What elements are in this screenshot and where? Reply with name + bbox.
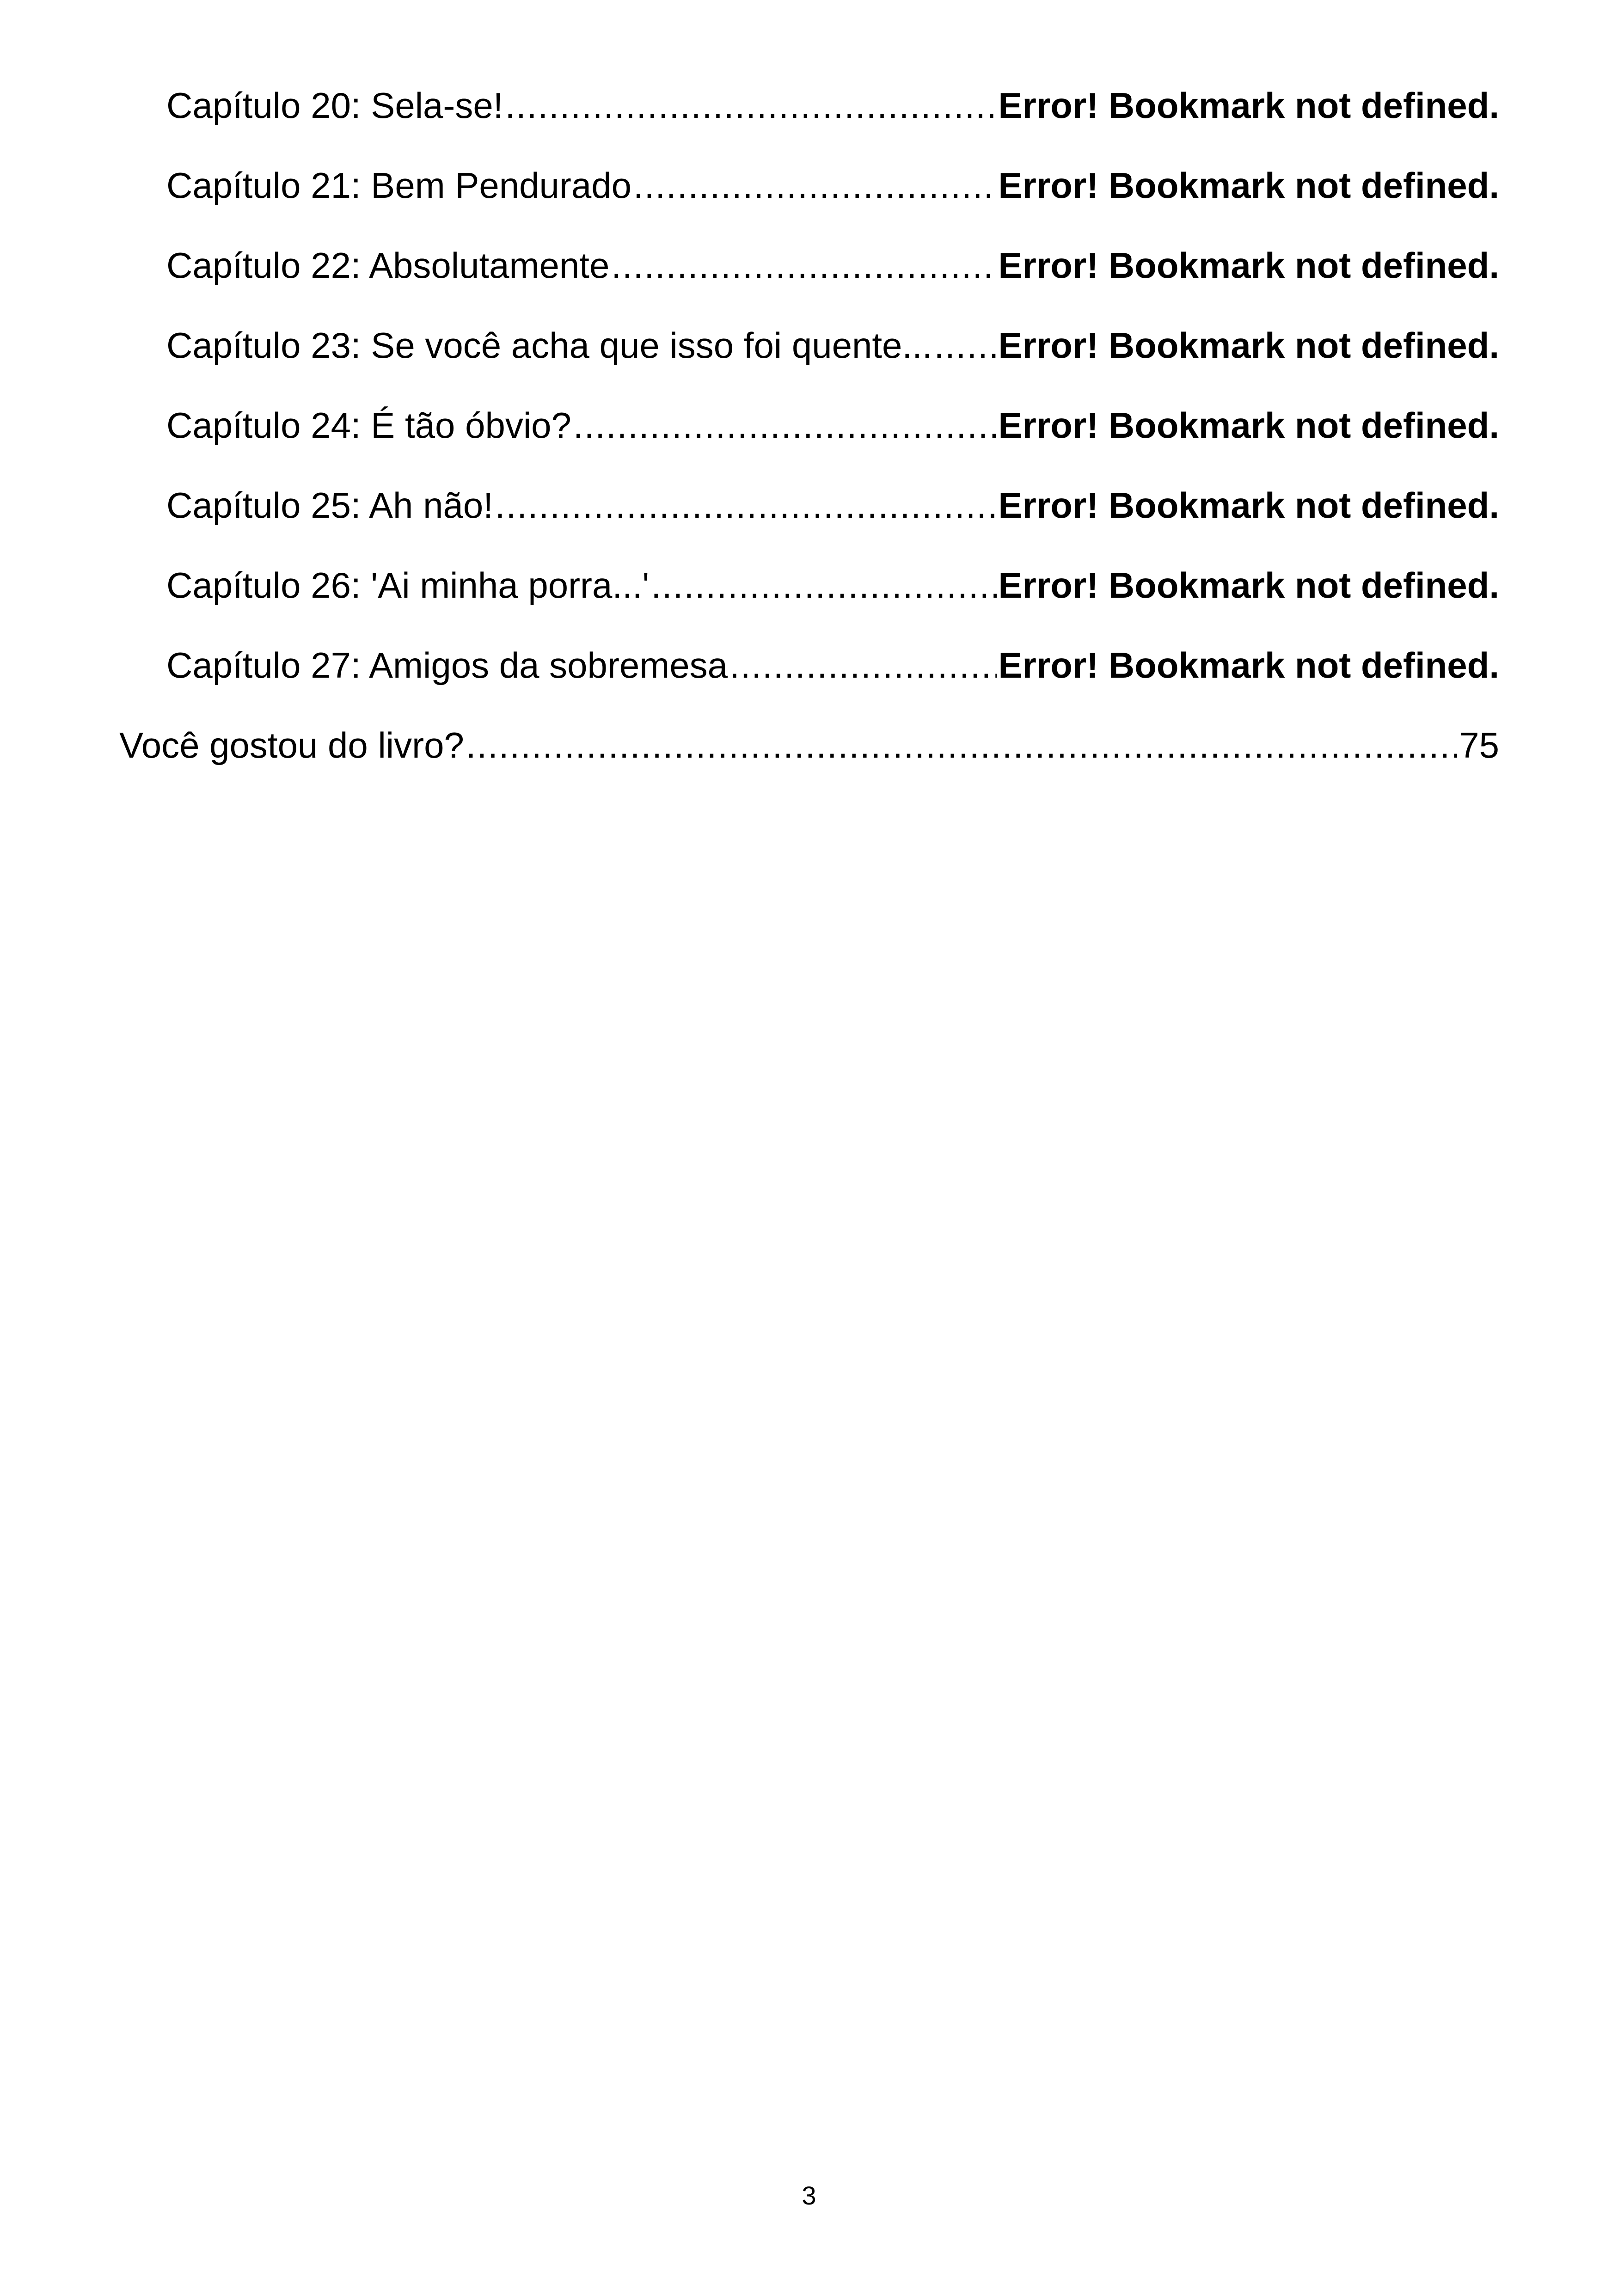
toc-dot-leader: [651, 557, 996, 613]
toc-dot-leader: [505, 78, 996, 133]
toc-entry-reference: Error! Bookmark not defined.: [998, 485, 1499, 526]
page-number: 3: [802, 2181, 816, 2210]
toc-entry-chapter-27[interactable]: [166, 637, 1499, 693]
toc-dot-leader: [633, 158, 997, 213]
toc-entry-reference: Error! Bookmark not defined.: [998, 645, 1499, 686]
toc-entry-title: Capítulo 26: 'Ai minha porra...': [166, 565, 650, 606]
toc-entry-chapter-25[interactable]: [166, 478, 1499, 533]
toc-entry-reference: Error! Bookmark not defined.: [998, 85, 1499, 126]
toc-entry-chapter-20[interactable]: [166, 78, 1499, 133]
toc-dot-leader: [573, 398, 997, 453]
toc-entry-reference: Error! Bookmark not defined.: [998, 245, 1499, 286]
toc-dot-leader: [611, 238, 996, 293]
toc-entry-voce-gostou-do-livro[interactable]: [119, 717, 1499, 773]
toc-dot-leader: [934, 318, 996, 373]
toc-dot-leader: [729, 637, 997, 693]
toc-entry-chapter-22[interactable]: [166, 238, 1499, 293]
toc-entry-chapter-26[interactable]: [166, 557, 1499, 613]
toc-entry-reference: Error! Bookmark not defined.: [998, 565, 1499, 606]
toc-dot-leader: [466, 717, 1457, 773]
toc-entry-chapter-24[interactable]: [166, 398, 1499, 453]
toc-entry-title: Você gostou do livro?: [119, 725, 464, 765]
toc-entry-page-number: 75: [1459, 725, 1499, 765]
toc-entry-title: Capítulo 24: É tão óbvio?: [166, 405, 571, 446]
toc-entry-title: Capítulo 27: Amigos da sobremesa: [166, 645, 728, 686]
toc-entry-title: Capítulo 22: Absolutamente: [166, 245, 610, 286]
toc-entry-title: Capítulo 20: Sela-se!: [166, 85, 503, 126]
toc-entry-reference: Error! Bookmark not defined.: [998, 325, 1499, 366]
toc-entry-chapter-21[interactable]: [166, 158, 1499, 213]
toc-entry-chapter-23[interactable]: [166, 318, 1499, 373]
toc-entry-title: Capítulo 25: Ah não!: [166, 485, 493, 526]
toc-entry-reference: Error! Bookmark not defined.: [998, 165, 1499, 206]
toc-entry-reference: Error! Bookmark not defined.: [998, 405, 1499, 446]
toc-entry-title: Capítulo 21: Bem Pendurado: [166, 165, 632, 206]
toc-entry-title: Capítulo 23: Se você acha que isso foi quente...: [166, 325, 932, 366]
toc-dot-leader: [495, 478, 997, 533]
